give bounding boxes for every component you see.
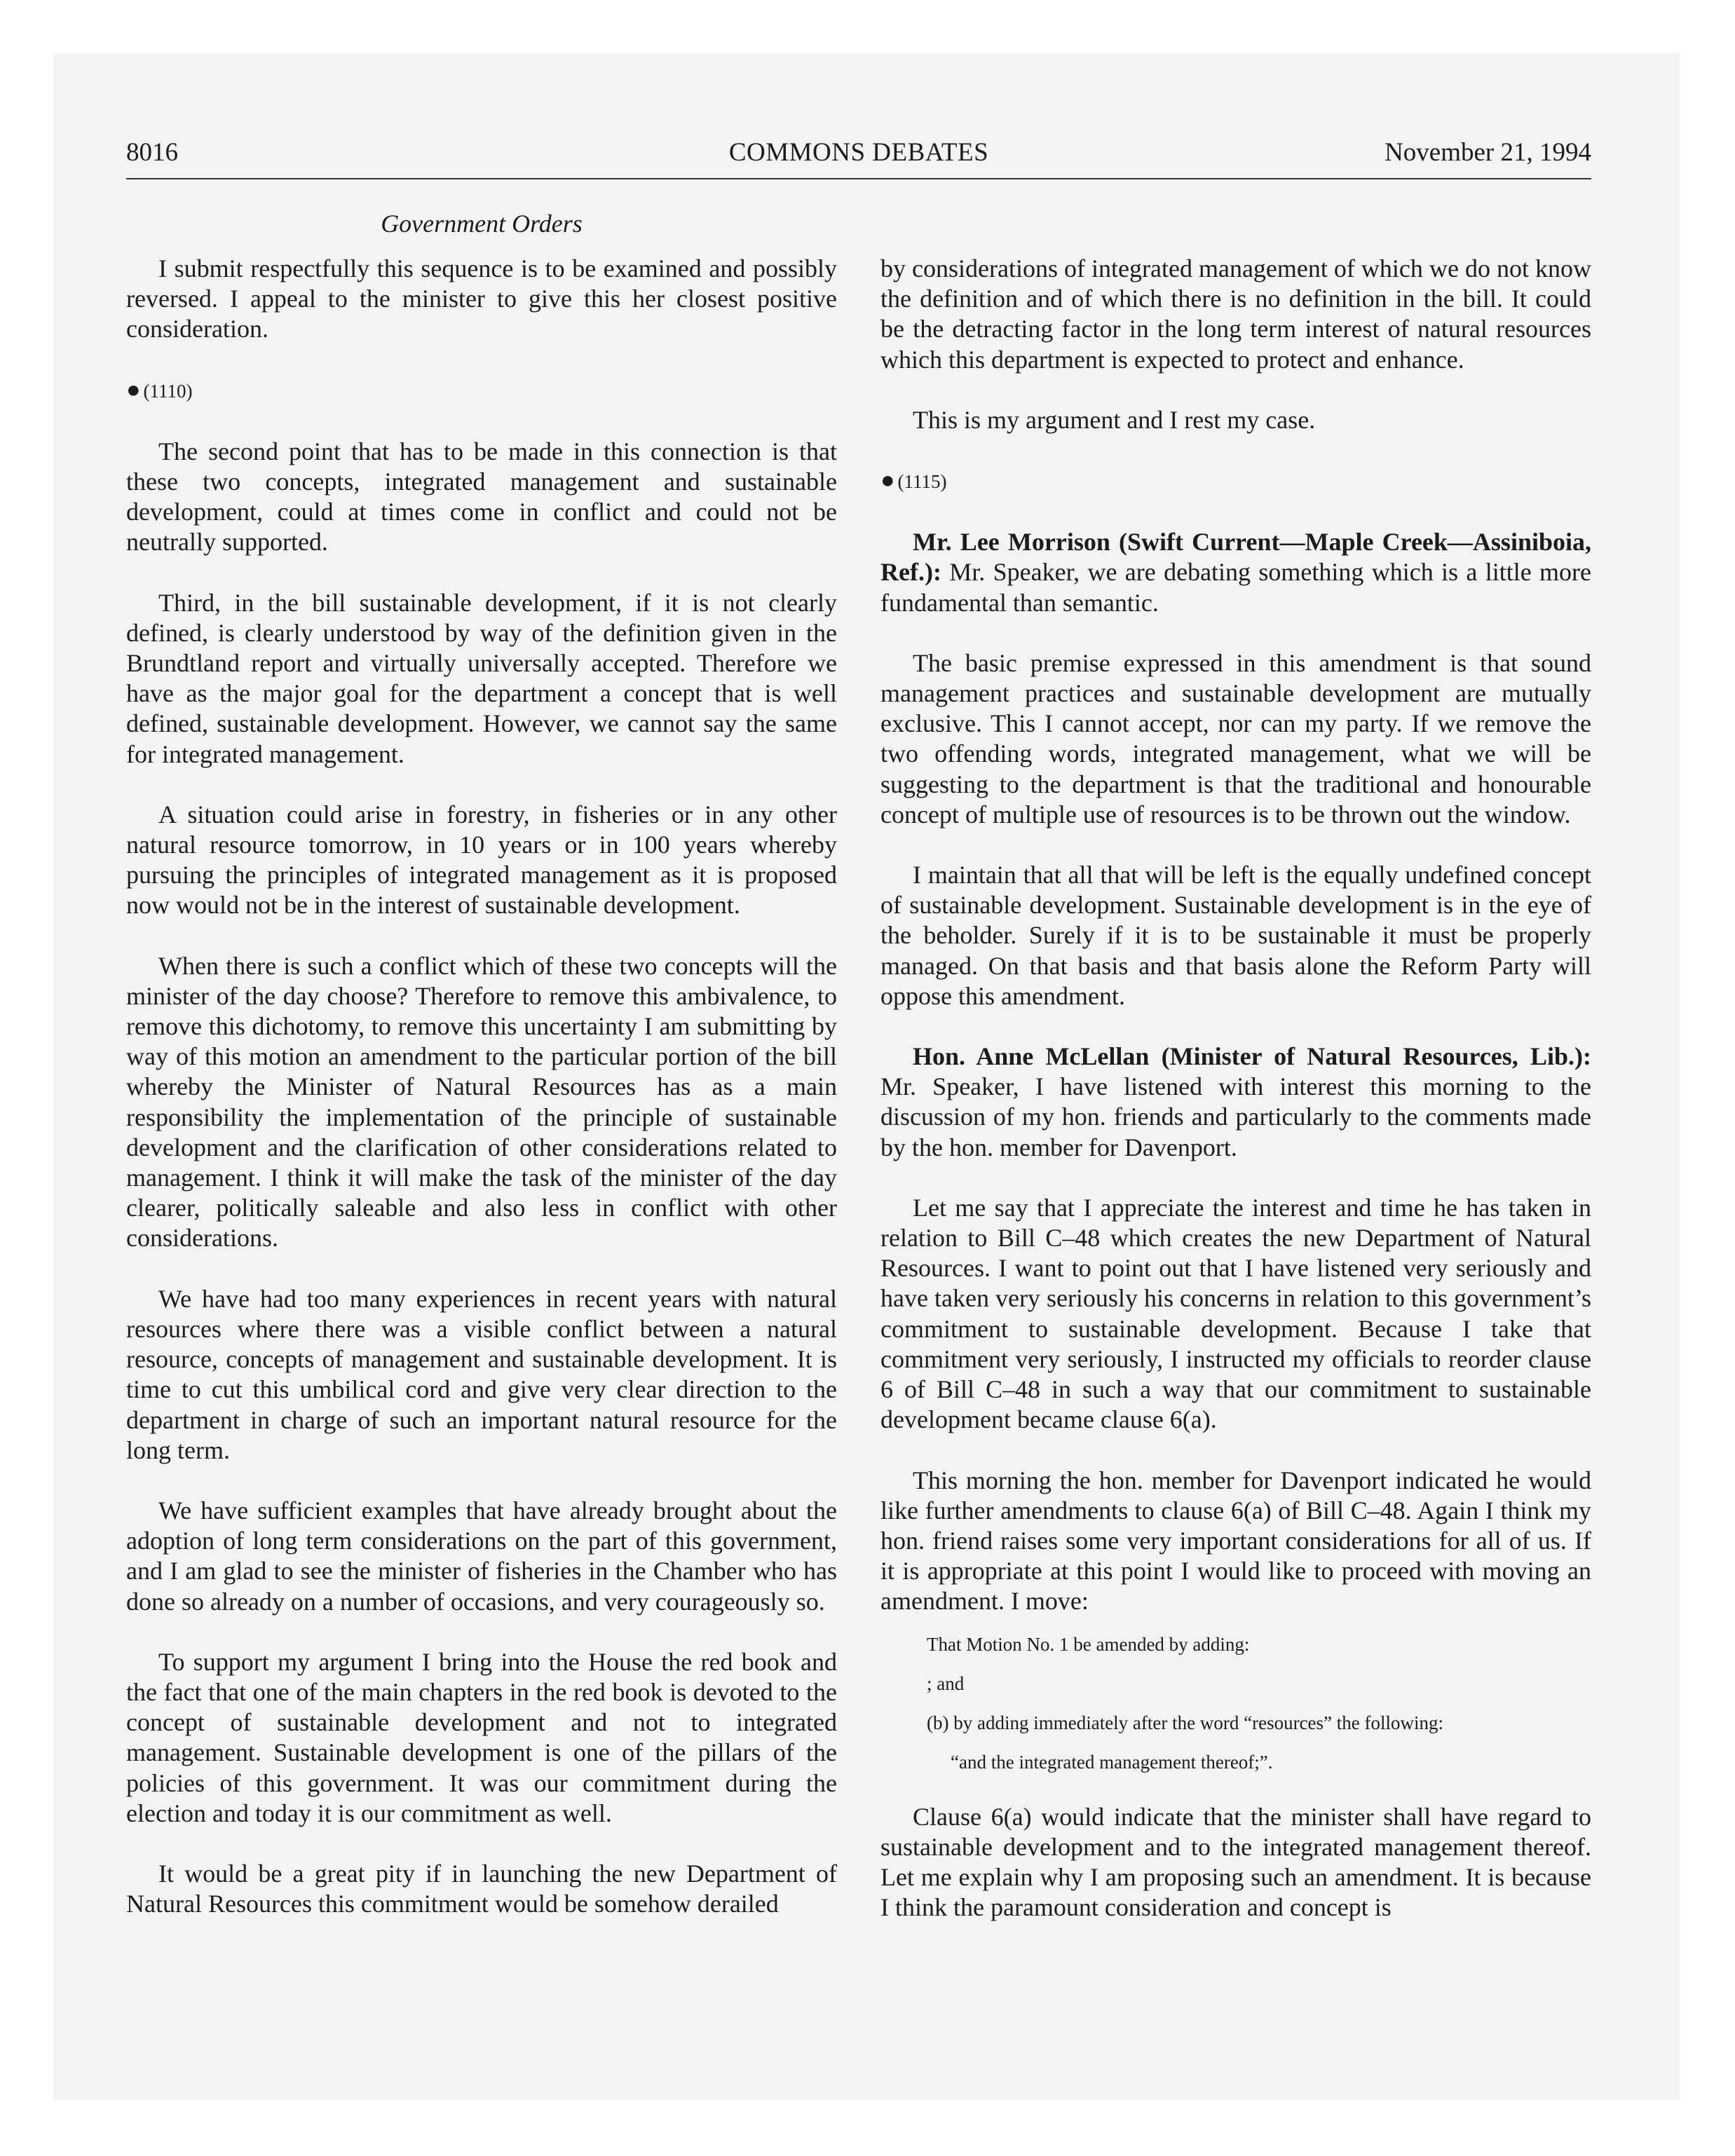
paragraph: I maintain that all that will be left is the equally undefined concept of sustainable development. Sustainable development is in the eye of the beholder. Surely if it is to be sustainable it must be properly managed. On that basis and that basis alone the Reform Party will oppose this amendment. (880, 861, 1591, 1010)
time-marker (880, 465, 1591, 497)
speaker-name: Hon. Anne McLellan (Minister of Natural Resources, Lib.): (913, 1042, 1591, 1071)
paragraph: This morning the hon. member for Davenport indicated he would like further amendments to clause 6(a) of Bill C–48. Again I think my hon. friend raises some very important considerations for all of us. If it is appropriate at this point I would like to proceed with moving an amendment. I move: (880, 1466, 1591, 1616)
paragraph: To support my argument I bring into the House the red book and the fact that one of the main chapters in the red book is devoted to the concept of sustainable development and not to integrated management. Sustainable development is one of the pillars of the policies of this government. It was our commitment during the election and today it is our commitment as well. (126, 1647, 837, 1827)
paragraph: I submit respectfully this sequence is to be examined and possibly reversed. I appeal to the minister to give this her closest positive consideration. (126, 254, 837, 343)
paragraph: This is my argument and I rest my case. (913, 405, 1316, 434)
motion-text: “and the integrated management thereof;”. (951, 1751, 1273, 1773)
motion-text: (b) by adding immediately after the word “resources” the following: (927, 1712, 1444, 1733)
time-marker-text: (1110) (143, 380, 193, 402)
paragraph: Clause 6(a) would indicate that the minister shall have regard to sustainable development and to the integrated management thereof. Let me explain why I am proposing such an amendment. It is because I think the paramount consideration and concept is (880, 1802, 1591, 1922)
speech-paragraph (880, 1042, 1591, 1163)
header-date: November 21, 1994 (1384, 138, 1591, 167)
speech-paragraph (880, 527, 1591, 618)
running-title: COMMONS DEBATES (728, 138, 989, 167)
paragraph: The basic premise expressed in this amendment is that sound management practices and sustainable development are mutually exclusive. This I cannot accept, nor can my party. If we remove the two offending words, integrated management, what we will be suggesting to the department is that the traditional and honourable concept of multiple use of resources is to be thrown out the window. (880, 648, 1591, 828)
paragraph: The second point that has to be made in this connection is that these two concepts, integrated management and sustainable development, could at times come in conflict and could not be neutrally supported. (126, 437, 837, 557)
speech-text: Mr. Speaker, we are debating something which is a little more fundamental than semantic. (880, 558, 1591, 617)
paragraph: We have had too many experiences in recent years with natural resources where there was a visible conflict between a natural resource, concepts of management and sustainable development. It is time to cut this umbilical cord and give very clear direction to the department in charge of such an important natural resource for the long term. (126, 1284, 837, 1464)
section-title: Government Orders (381, 210, 583, 238)
paragraph: A situation could arise in forestry, in fisheries or in any other natural resource tomorrow, in 10 years or in 100 years whereby pursuing the principles of integrated management as it is proposed now would not be in the interest of sustainable development. (126, 800, 837, 920)
left-column (126, 254, 837, 1919)
paragraph: Third, in the bill sustainable development, if it is not clearly defined, is clearly understood by way of the definition given in the Brundtland report and virtually universally accepted. Therefore we have as the major goal for the department a concept that is well defined, sustainable development. However, we cannot say the same for integrated management. (126, 588, 837, 768)
paragraph: We have sufficient examples that have already brought about the adoption of long term considerations on the part of this government, and I am glad to see the minister of fisheries in the Chamber who has done so already on a number of occasions, and very courageously so. (126, 1496, 837, 1616)
right-column (880, 254, 1591, 1923)
motion-text: That Motion No. 1 be amended by adding: (927, 1633, 1250, 1655)
time-marker (126, 375, 837, 407)
bullet-icon: ● (126, 376, 141, 403)
time-marker-text: (1115) (897, 471, 947, 493)
paragraph: When there is such a conflict which of these two concepts will the minister of the day choose? Therefore to remove this ambivalence, to remove this dichotomy, to remove this uncertainty I am submitting by way of this motion an amendment to the particular portion of the bill whereby the Minister of Natural Resources has as a main responsibility the implementation of the principle of sustainable development and the clarification of other considerations related to management. I think it will make the task of the minister of the day clearer, politically saleable and also less in conflict with other considerations. (126, 951, 837, 1253)
speaker-name: Mr. Lee Morrison (Swift Current—Maple Creek—Assiniboia, Ref.): (880, 528, 1591, 587)
page-number: 8016 (126, 138, 178, 167)
paragraph: by considerations of integrated management of which we do not know the definition and of which there is no definition in the bill. It could be the detracting factor in the long term interest of natural resources which this department is expected to protect and enhance. (880, 254, 1591, 374)
page-header (126, 137, 1591, 179)
speech-text: Mr. Speaker, I have listened with interest this morning to the discussion of my hon. friends and particularly to the comments made by the hon. member for Davenport. (880, 1072, 1591, 1161)
paragraph: It would be a great pity if in launching the new Department of Natural Resources this commitment would be somehow derailed (126, 1859, 837, 1918)
paragraph: Let me say that I appreciate the interest and time he has taken in relation to Bill C–48 which creates the new Department of Natural Resources. I want to point out that I have listened very seriously and have taken very seriously his concerns in relation to this government’s commitment to sustainable development. Because I take that commitment very seriously, I instructed my officials to reorder clause 6 of Bill C–48 in such a way that our commitment to sustainable development became clause 6(a). (880, 1193, 1591, 1434)
bullet-icon: ● (880, 468, 895, 494)
motion-text: ; and (927, 1672, 965, 1694)
